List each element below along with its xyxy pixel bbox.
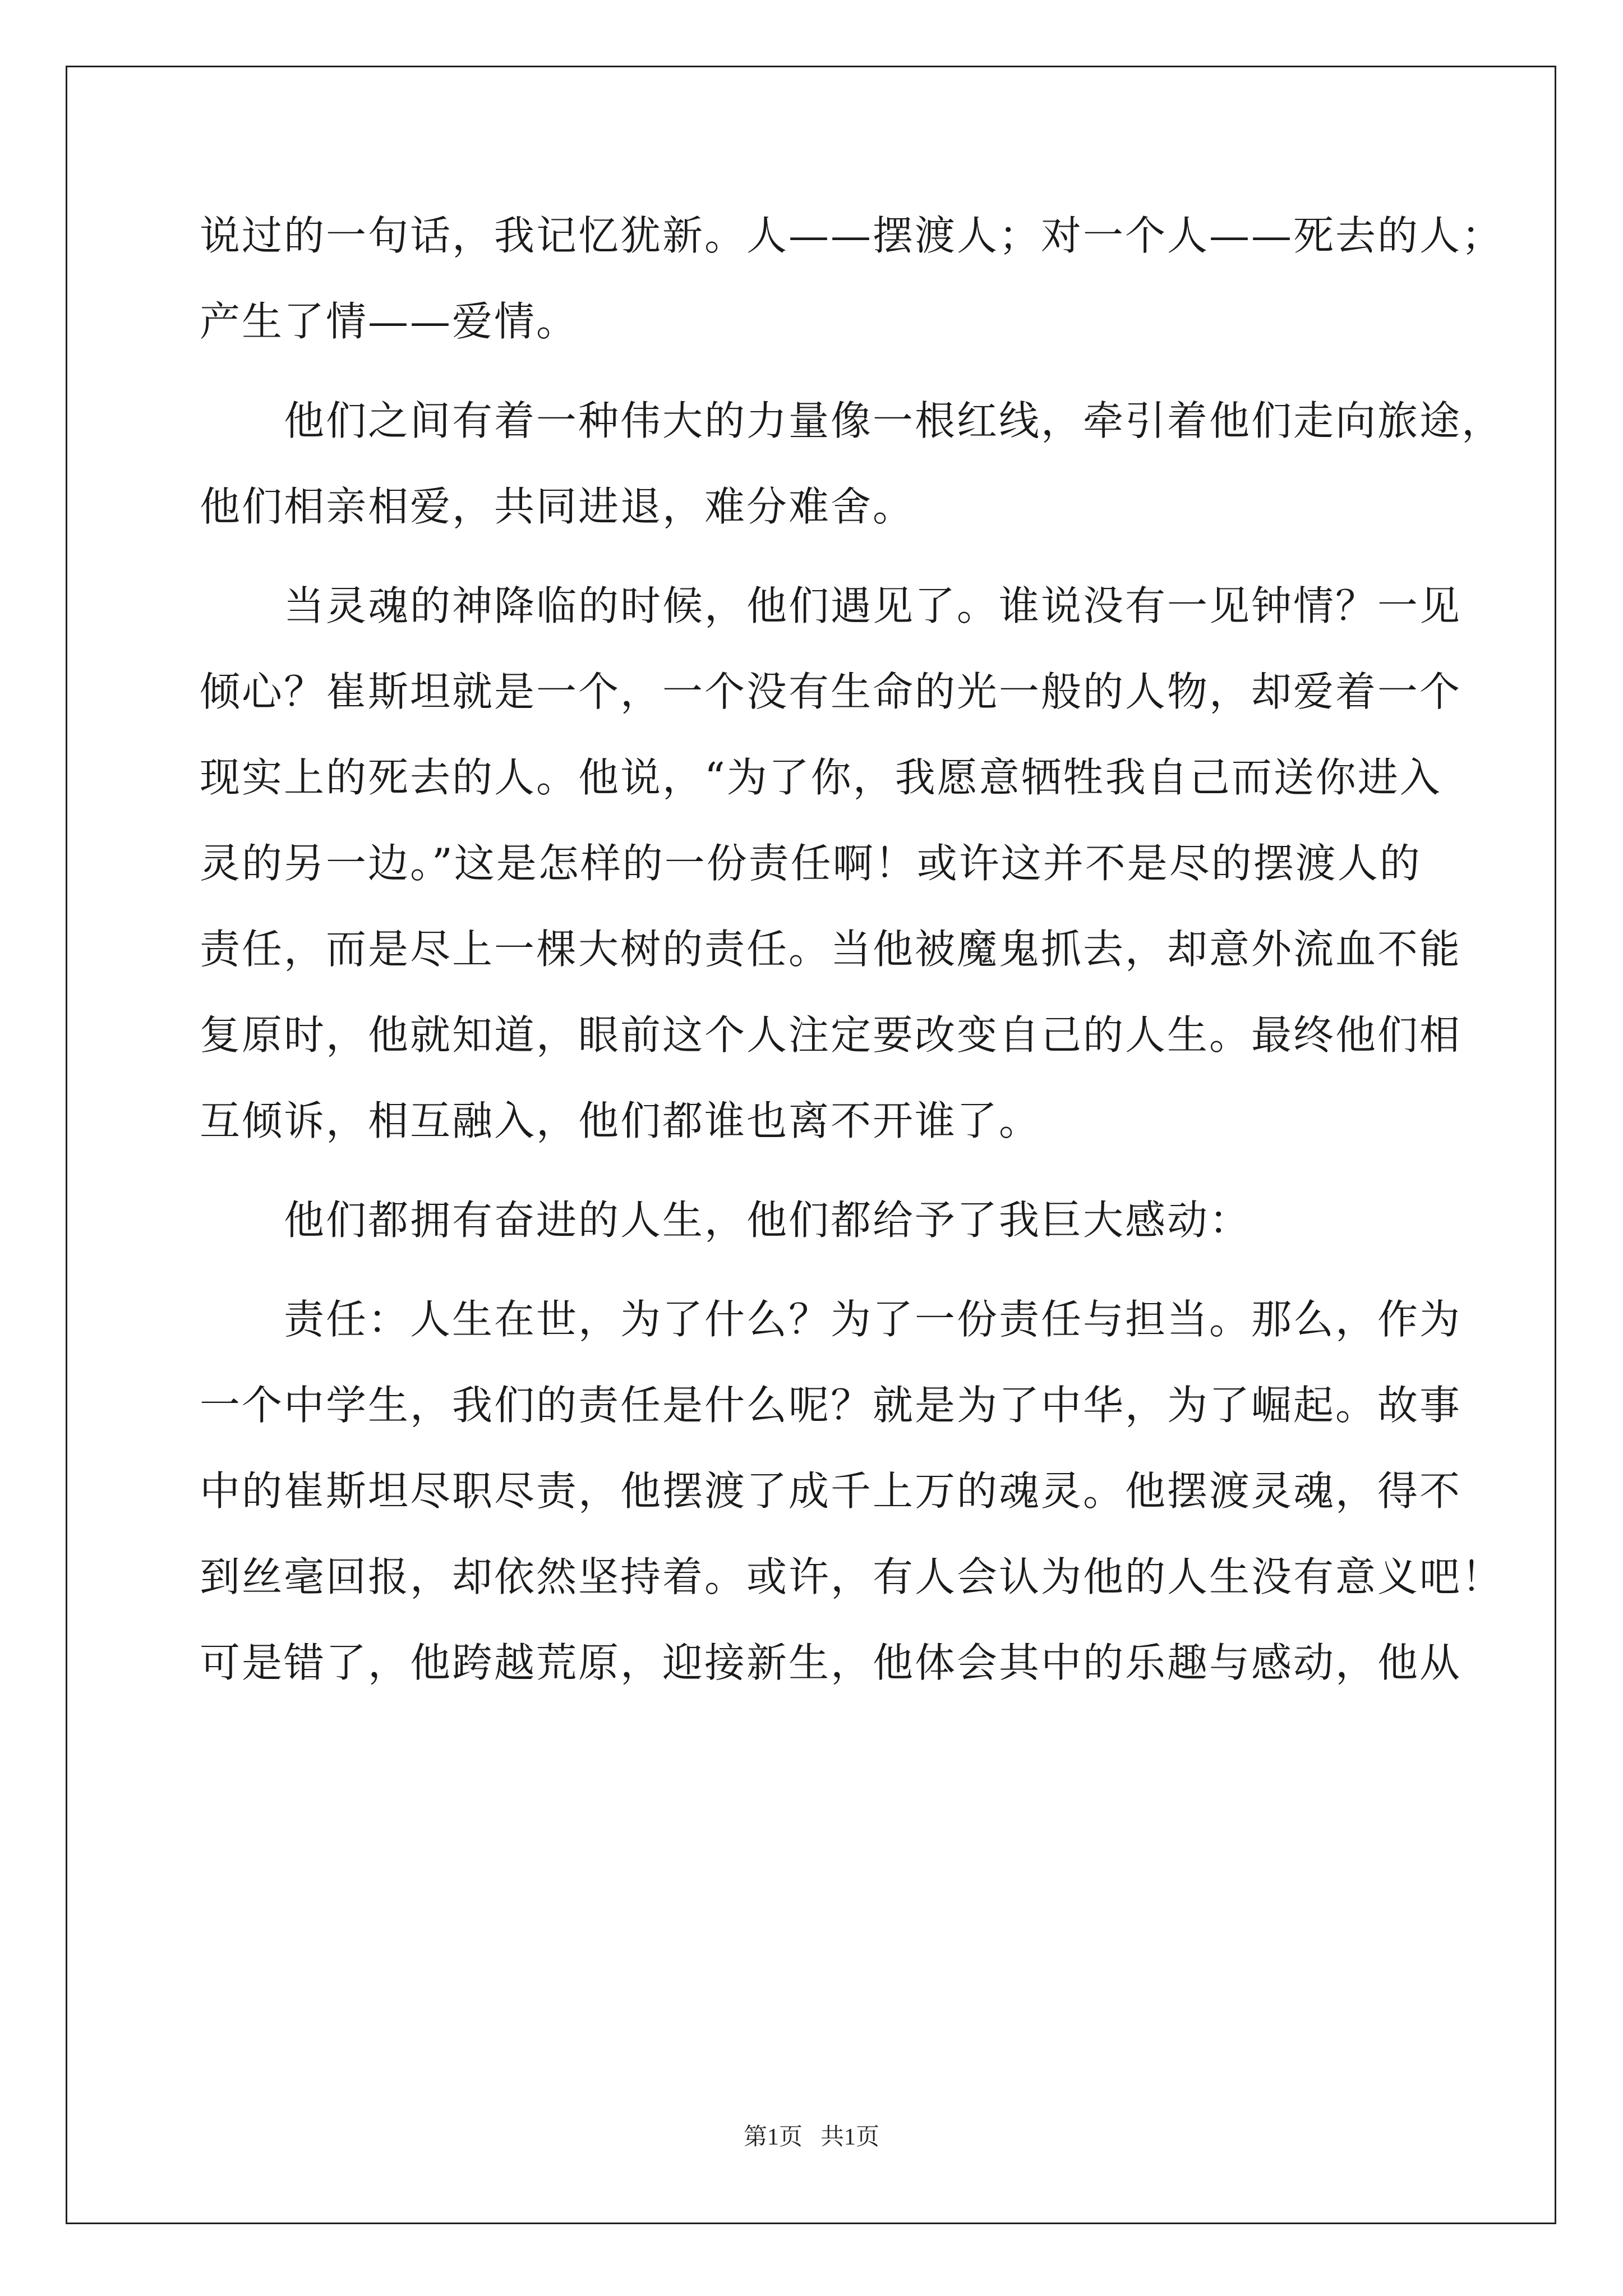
text-line: 责任，而是尽上一棵大树的责任。当他被魔鬼抓去，却意外流血不能 xyxy=(200,926,1462,973)
text-line: 他们都拥有奋进的人生，他们都给予了我巨大感动： xyxy=(200,1197,1252,1244)
text-line: 灵的另一边。”这是怎样的一份责任啊！或许这并不是尽的摆渡人的 xyxy=(200,840,1422,887)
text-line: 中的崔斯坦尽职尽责，他摆渡了成千上万的魂灵。他摆渡灵魂，得不 xyxy=(200,1467,1462,1515)
page-number: 第1页 xyxy=(743,2124,803,2150)
text-line: 责任：人生在世，为了什么？为了一份责任与担当。那么，作为 xyxy=(200,1296,1462,1343)
text-line: 复原时，他就知道，眼前这个人注定要改变自己的人生。最终他们相 xyxy=(200,1011,1462,1059)
text-line: 他们相亲相爱，共同进退，难分难舍。 xyxy=(200,483,915,530)
text-line: 到丝毫回报，却依然坚持着。或许，有人会认为他的人生没有意义吧！ xyxy=(200,1553,1504,1600)
text-line: 一个中学生，我们的责任是什么呢？就是为了中华，为了崛起。故事 xyxy=(200,1382,1462,1429)
text-line: 说过的一句话，我记忆犹新。人——摆渡人；对一个人——死去的人； xyxy=(200,212,1504,259)
text-line: 产生了情——爱情。 xyxy=(200,298,579,345)
text-line: 互倾诉，相互融入，他们都谁也离不开谁了。 xyxy=(200,1097,1041,1144)
page-footer xyxy=(0,2120,1623,2154)
text-line: 现实上的死去的人。他说，“为了你，我愿意牺牲我自己而送你进入 xyxy=(200,754,1442,801)
text-line: 倾心？崔斯坦就是一个，一个没有生命的光一般的人物，却爱着一个 xyxy=(200,668,1462,715)
text-line: 当灵魂的神降临的时候，他们遇见了。谁说没有一见钟情？一见 xyxy=(200,582,1462,629)
text-line: 他们之间有着一种伟大的力量像一根红线，牵引着他们走向旅途， xyxy=(200,397,1504,444)
text-line: 可是错了，他跨越荒原，迎接新生，他体会其中的乐趣与感动，他从 xyxy=(200,1639,1462,1686)
total-pages: 共1页 xyxy=(820,2124,880,2150)
